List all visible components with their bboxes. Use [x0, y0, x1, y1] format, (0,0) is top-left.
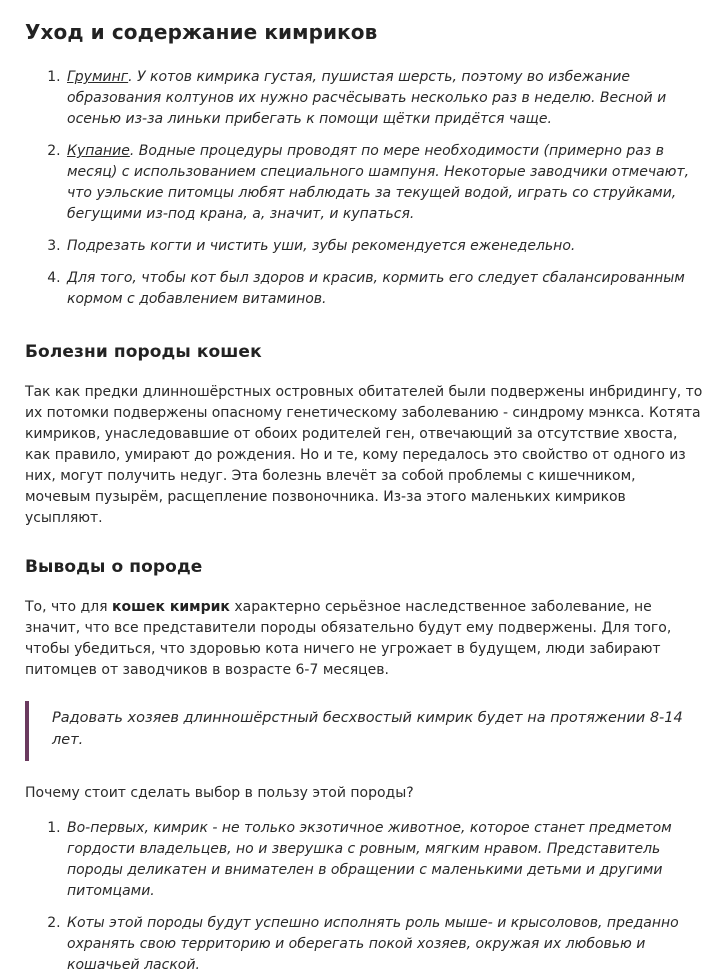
- conclusions-heading: Выводы о породе: [25, 557, 203, 577]
- list-item: 2. Коты этой породы будут успешно исполнять роль мыше- и крысоловов, преданно охранять свою территорию и оберегать покой хозяев, окружая их любовью и кошачьей лаской.: [65, 913, 704, 976]
- blockquote: [25, 701, 704, 761]
- list-item: 1. Груминг. У котов кимрика густая, пушистая шерсть, поэтому во избежание образования колтунов их нужно расчёсывать несколько раз в неделю. Весной и осенью из-за линьки прибегать к помощи щётки придётся чаще.: [65, 67, 704, 130]
- grooming-term: Груминг: [67, 69, 129, 85]
- conclusions-paragraph: То, что для кошек кимрик характерно серьёзное наследственное заболевание, не значит, что все представители породы обязательно будут ему подвержены. Для того, чтобы убедиться, что здоровью кота ничего не угрожает в будущем, люди забирают питомцев от заводчиков в возрасте 6-7 месяцев.: [25, 599, 672, 678]
- bathing-term: Купание: [67, 143, 130, 159]
- question-text: Почему стоит сделать выбор в пользу этой породы?: [25, 785, 414, 801]
- list-item: 2. Купание. Водные процедуры проводят по мере необходимости (примерно раз в месяц) с использованием специального шампуня. Некоторые заводчики отмечают, что уэльские питомцы любят наблюдать за текущей водой, играть со струйками, бегущими из-под крана, а, значит, и купаться.: [65, 141, 704, 225]
- keyword-bold: кошек кимрик: [111, 599, 230, 615]
- diseases-heading: Болезни породы кошек: [25, 342, 262, 362]
- quote-text: Радовать хозяев длинношёрстный бесхвостый кимрик будет на протяжении 8-14 лет.: [52, 710, 683, 748]
- reasons-list: [25, 818, 704, 976]
- diseases-paragraph: Так как предки длинношёрстных островных обитателей были подвержены инбридингу, то их потомки подвержены опасному генетическому заболеванию - синдрому мэнкса. Котята кимриков, унаследовавшие от обоих родителей ген, отвечающий за отсутствие хвоста, как правило, умирают до рождения. Но и те, кому передалось это свойство от одного из них, могут получить недуг. Эта болезнь влечёт за собой проблемы с кишечником, мочевым пузырём, расщепление позвоночника. Из-за этого маленьких кимриков усыпляют.: [25, 384, 703, 526]
- list-item: 3. Подрезать когти и чистить уши, зубы рекомендуется еженедельно.: [65, 236, 704, 257]
- list-item: 1. Во-первых, кимрик - не только экзотичное животное, которое станет предметом гордости владельцев, но и зверушка с ровным, мягким нравом. Представитель породы деликатен и внимателен в обращении с маленькими детьми и другими питомцами.: [65, 818, 704, 902]
- list-item: 4. Для того, чтобы кот был здоров и красив, кормить его следует сбалансированным кормом с добавлением витаминов.: [65, 268, 704, 310]
- care-heading: Уход и содержание кимриков: [25, 20, 378, 44]
- care-list: [25, 67, 704, 310]
